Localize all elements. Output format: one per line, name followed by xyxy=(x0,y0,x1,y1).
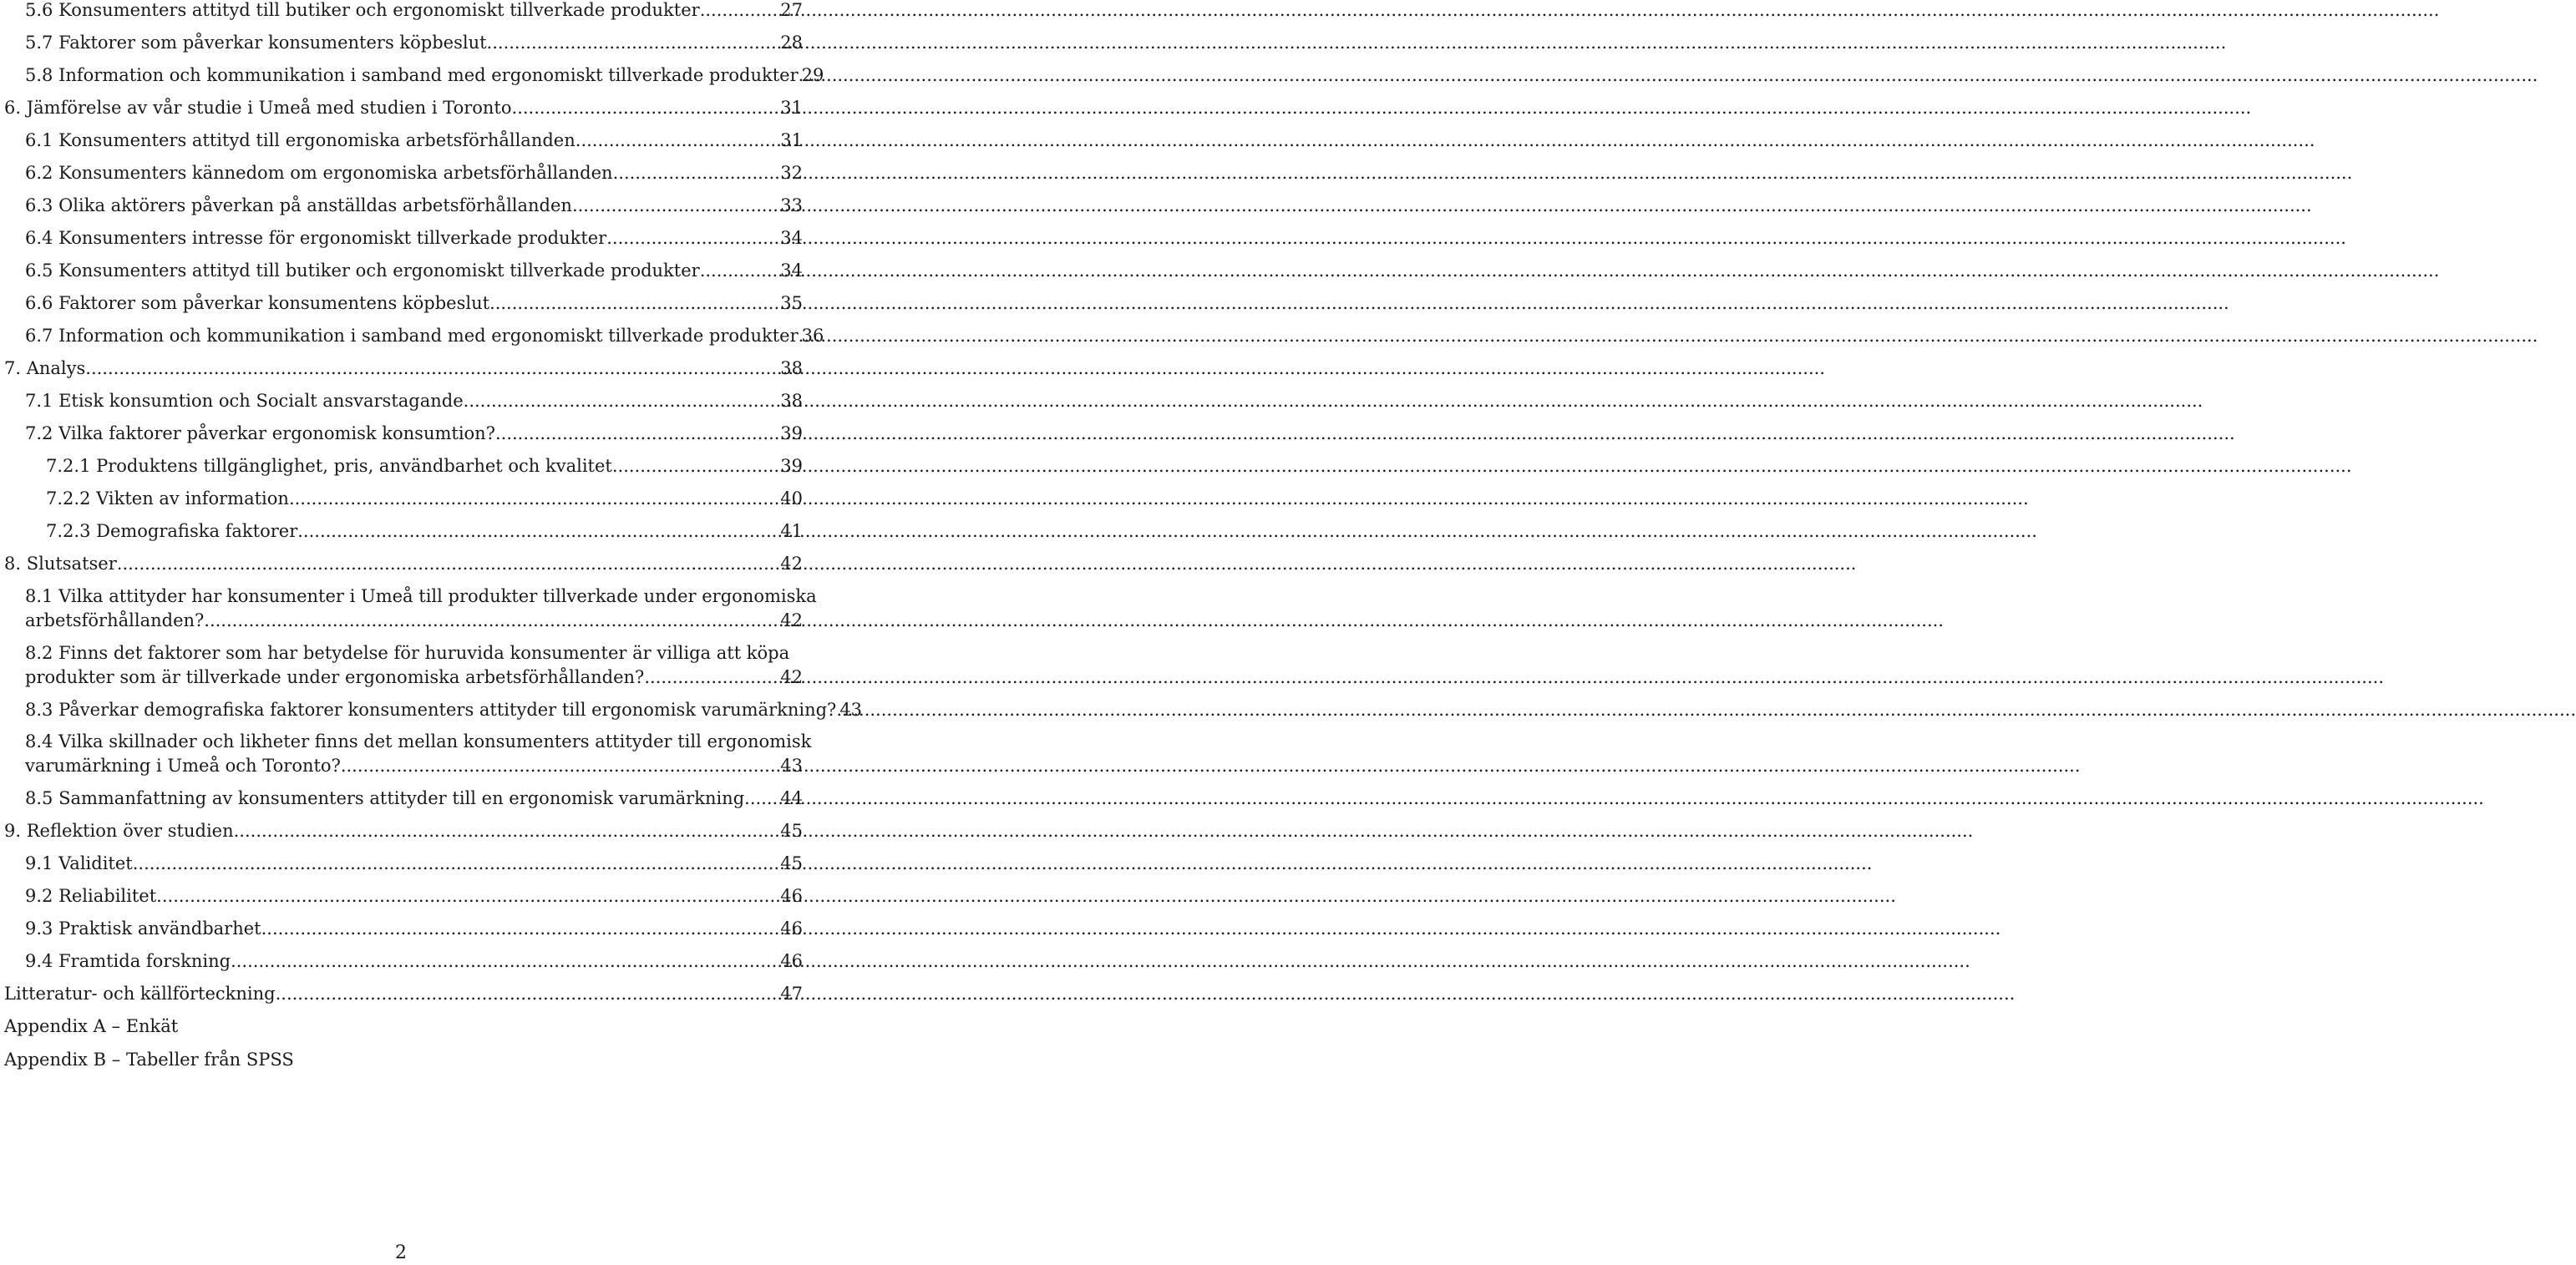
toc-entry-8-4[interactable] xyxy=(4,730,812,778)
toc-entry-title-line1: 8.4 Vilka skillnader och likheter finns det mellan konsumenters attityder till ergonomisk xyxy=(25,731,812,751)
toc-entry-7-1[interactable] xyxy=(4,389,803,413)
toc-entry-8[interactable] xyxy=(4,552,803,576)
toc-entry-page-number: 38 xyxy=(780,358,803,378)
toc-dot-leader xyxy=(156,884,780,908)
toc-entry-row xyxy=(46,519,803,544)
toc-entry-title: 7.2.3 Demografiska faktorer xyxy=(46,521,298,541)
toc-dot-leader xyxy=(297,519,780,544)
toc-entry-9-4[interactable] xyxy=(4,949,803,974)
toc-entry-page-number: 39 xyxy=(780,423,803,443)
toc-entry-7-2-3[interactable] xyxy=(4,519,803,544)
toc-entry-row xyxy=(25,389,803,413)
toc-entry-page-number: 43 xyxy=(839,700,863,720)
toc-entry-page-number: 31 xyxy=(780,98,803,118)
toc-entry-row xyxy=(25,194,803,218)
toc-entry-6-7[interactable] xyxy=(4,324,824,348)
toc-entry-title: 7.2.1 Produktens tillgänglighet, pris, användbarhet och kvalitet xyxy=(46,456,612,476)
toc-entry-5-6[interactable] xyxy=(4,0,803,23)
toc-entry-title: 6.5 Konsumenters attityd till butiker och ergonomiskt tillverkade produkter xyxy=(25,261,700,281)
toc-entry-row xyxy=(25,422,803,446)
toc-dot-leader xyxy=(289,487,780,511)
toc-entry-6-4[interactable] xyxy=(4,226,803,250)
toc-entry-title: 9.4 Framtida forskning xyxy=(25,951,231,971)
toc-entry-page-number: 42 xyxy=(780,667,803,687)
toc-dot-leader xyxy=(495,422,780,446)
toc-entry-8-3[interactable] xyxy=(4,698,863,722)
toc-entry-5-8[interactable] xyxy=(4,63,824,88)
toc-entry-title: 7.1 Etisk konsumtion och Socialt ansvarstagande xyxy=(25,391,464,411)
toc-entry-title: 5.8 Information och kommunikation i samband med ergonomiskt tillverkade produkter xyxy=(25,65,799,85)
toc-entry-title: 6.3 Olika aktörers påverkan på anställdas arbetsförhållanden xyxy=(25,195,572,215)
toc-entry-6-5[interactable] xyxy=(4,259,803,283)
toc-entry-page-number: 34 xyxy=(780,228,803,248)
toc-entry-row xyxy=(46,454,803,478)
toc-entry-row xyxy=(25,917,803,941)
toc-entry-row xyxy=(25,787,803,811)
toc-entry-row xyxy=(4,357,803,381)
toc-entry-title: varumärkning i Umeå och Toronto? xyxy=(25,756,341,776)
page-number: 2 xyxy=(395,1242,407,1263)
toc-entry-row xyxy=(25,665,803,690)
toc-entry-8-1[interactable] xyxy=(4,584,817,633)
toc-entry-page-number: 38 xyxy=(780,391,803,411)
toc-entry-7-2[interactable] xyxy=(4,422,803,446)
toc-entry-row xyxy=(4,552,803,576)
toc-dot-leader xyxy=(644,665,780,690)
toc-dot-leader xyxy=(613,161,781,185)
toc-dot-leader xyxy=(700,0,781,23)
toc-entry-title: 8.3 Påverkar demografiska faktorer konsumenters attityder till ergonomisk varumärkning? xyxy=(25,700,837,720)
toc-entry-title: 9.1 Validitet xyxy=(25,853,133,873)
toc-entry-app-a[interactable] xyxy=(4,1015,803,1039)
toc-entry-row xyxy=(25,884,803,908)
toc-entry-page-number: 39 xyxy=(780,456,803,476)
toc-entry-6-1[interactable] xyxy=(4,129,803,153)
toc-entry-title: Litteratur- och källförteckning xyxy=(4,984,276,1004)
toc-entry-title: 9.3 Praktisk användbarhet xyxy=(25,918,261,939)
toc-entry-row xyxy=(46,487,803,511)
toc-entry-row xyxy=(25,259,803,283)
toc-entry-page-number: 45 xyxy=(780,821,803,841)
toc-entry-9-1[interactable] xyxy=(4,852,803,876)
toc-entry-title: 5.7 Faktorer som påverkar konsumenters köpbeslut xyxy=(25,33,487,53)
toc-dot-leader xyxy=(85,357,780,381)
toc-entry-row xyxy=(25,698,863,722)
toc-entry-6-3[interactable] xyxy=(4,194,803,218)
toc-entry-row xyxy=(25,161,803,185)
toc-entry-page-number: 35 xyxy=(780,293,803,313)
toc-entry-row xyxy=(25,63,824,88)
toc-entry-page-number: 40 xyxy=(780,488,803,509)
toc-entry-row xyxy=(4,1015,803,1039)
toc-entry-row xyxy=(4,96,803,120)
toc-entry-title: 7. Analys xyxy=(4,358,86,378)
toc-entry-title-line1: 8.1 Vilka attityder har konsumenter i Umeå till produkter tillverkade under ergonomiska xyxy=(25,586,817,606)
toc-entry-title: 9. Reflektion över studien xyxy=(4,821,234,841)
toc-entry-8-5[interactable] xyxy=(4,787,803,811)
toc-entry-lit[interactable] xyxy=(4,982,803,1006)
toc-entry-page-number: 31 xyxy=(780,130,803,150)
toc-entry-title-line1: 8.2 Finns det faktorer som har betydelse för huruvida konsumenter är villiga att köpa xyxy=(25,643,790,663)
toc-entry-row xyxy=(25,291,803,316)
toc-entry-7[interactable] xyxy=(4,357,803,381)
toc-entry-app-b[interactable] xyxy=(4,1048,803,1072)
toc-entry-5-7[interactable] xyxy=(4,31,803,55)
toc-entry-9-2[interactable] xyxy=(4,884,803,908)
toc-entry-row xyxy=(4,982,803,1006)
toc-entry-row xyxy=(25,129,803,153)
toc-entry-row xyxy=(25,324,824,348)
toc-dot-leader xyxy=(341,754,780,778)
toc-entry-9-3[interactable] xyxy=(4,917,803,941)
toc-entry-title: 6.1 Konsumenters attityd till ergonomiska arbetsförhållanden xyxy=(25,130,576,150)
toc-entry-8-2[interactable] xyxy=(4,641,803,690)
toc-entry-page-number: 36 xyxy=(801,326,824,346)
toc-dot-leader xyxy=(261,917,781,941)
toc-entry-page-number: 43 xyxy=(780,756,803,776)
toc-entry-row xyxy=(25,31,803,55)
toc-entry-6[interactable] xyxy=(4,96,803,120)
toc-entry-title: 5.6 Konsumenters attityd till butiker och ergonomiskt tillverkade produkter xyxy=(25,0,700,20)
toc-entry-6-6[interactable] xyxy=(4,291,803,316)
toc-dot-leader xyxy=(489,291,780,316)
toc-entry-7-2-1[interactable] xyxy=(4,454,803,478)
toc-entry-row xyxy=(25,226,803,250)
toc-dot-leader xyxy=(464,389,781,413)
toc-entry-page-number: 34 xyxy=(780,261,803,281)
toc-entry-title: Appendix A – Enkät xyxy=(4,1016,179,1036)
toc-entry-title: 9.2 Reliabilitet xyxy=(25,886,157,906)
toc-entry-page-number: 46 xyxy=(780,918,803,939)
toc-entry-title: Appendix B – Tabeller från SPSS xyxy=(4,1050,294,1070)
toc-dot-leader xyxy=(512,96,781,120)
toc-entry-title: 6. Jämförelse av vår studie i Umeå med studien i Toronto xyxy=(4,98,512,118)
toc-entry-title: 8.5 Sammanfattning av konsumenters attityder till en ergonomisk varumärkning xyxy=(25,788,745,808)
toc-entry-title: 6.7 Information och kommunikation i samband med ergonomiskt tillverkade produkter xyxy=(25,326,799,346)
toc-entry-row xyxy=(25,0,803,23)
toc-entry-title: 6.2 Konsumenters kännedom om ergonomiska arbetsförhållanden xyxy=(25,163,613,183)
toc-entry-title: 7.2 Vilka faktorer påverkar ergonomisk konsumtion? xyxy=(25,423,495,443)
toc-entry-row xyxy=(4,819,803,843)
toc-entry-row xyxy=(25,754,803,778)
toc-dot-leader xyxy=(612,454,780,478)
toc-entry-row xyxy=(25,949,803,974)
toc-entry-title: 6.6 Faktorer som påverkar konsumentens köpbeslut xyxy=(25,293,490,313)
toc-entry-page-number: 28 xyxy=(780,33,803,53)
toc-entry-row xyxy=(4,1048,803,1072)
toc-dot-leader xyxy=(117,552,781,576)
toc-entry-title: produkter som är tillverkade under ergonomiska arbetsförhållanden? xyxy=(25,667,645,687)
toc-dot-leader xyxy=(231,949,780,974)
toc-entry-7-2-2[interactable] xyxy=(4,487,803,511)
toc-entry-page-number: 41 xyxy=(780,521,803,541)
toc-dot-leader xyxy=(487,31,781,55)
toc-entry-page-number: 29 xyxy=(801,65,824,85)
toc-dot-leader xyxy=(234,819,781,843)
toc-entry-title: 6.4 Konsumenters intresse för ergonomiskt tillverkade produkter xyxy=(25,228,607,248)
toc-entry-page-number: 27 xyxy=(780,0,803,20)
toc-entry-page-number: 32 xyxy=(780,163,803,183)
toc-entry-title: 7.2.2 Vikten av information xyxy=(46,488,289,509)
toc-entry-page-number: 46 xyxy=(780,886,803,906)
toc-dot-leader xyxy=(744,787,780,811)
toc-dot-leader xyxy=(572,194,780,218)
toc-entry-page-number: 46 xyxy=(780,951,803,971)
toc-entry-row xyxy=(25,609,803,633)
toc-entry-row xyxy=(25,852,803,876)
toc-entry-page-number: 42 xyxy=(780,554,803,574)
toc-dot-leader xyxy=(204,609,780,633)
toc-entry-title: 8. Slutsatser xyxy=(4,554,117,574)
toc-dot-leader xyxy=(576,129,781,153)
toc-entry-page-number: 47 xyxy=(780,984,803,1004)
toc-entry-title: arbetsförhållanden? xyxy=(25,610,205,630)
toc-dot-leader xyxy=(276,982,781,1006)
toc-dot-leader xyxy=(700,259,781,283)
toc-entry-page-number: 33 xyxy=(780,195,803,215)
toc-entry-page-number: 42 xyxy=(780,610,803,630)
toc-entry-page-number: 44 xyxy=(780,788,803,808)
toc-entry-6-2[interactable] xyxy=(4,161,803,185)
toc-entry-page-number: 45 xyxy=(780,853,803,873)
toc-dot-leader xyxy=(606,226,780,250)
toc-entry-9[interactable] xyxy=(4,819,803,843)
toc-dot-leader xyxy=(133,852,781,876)
